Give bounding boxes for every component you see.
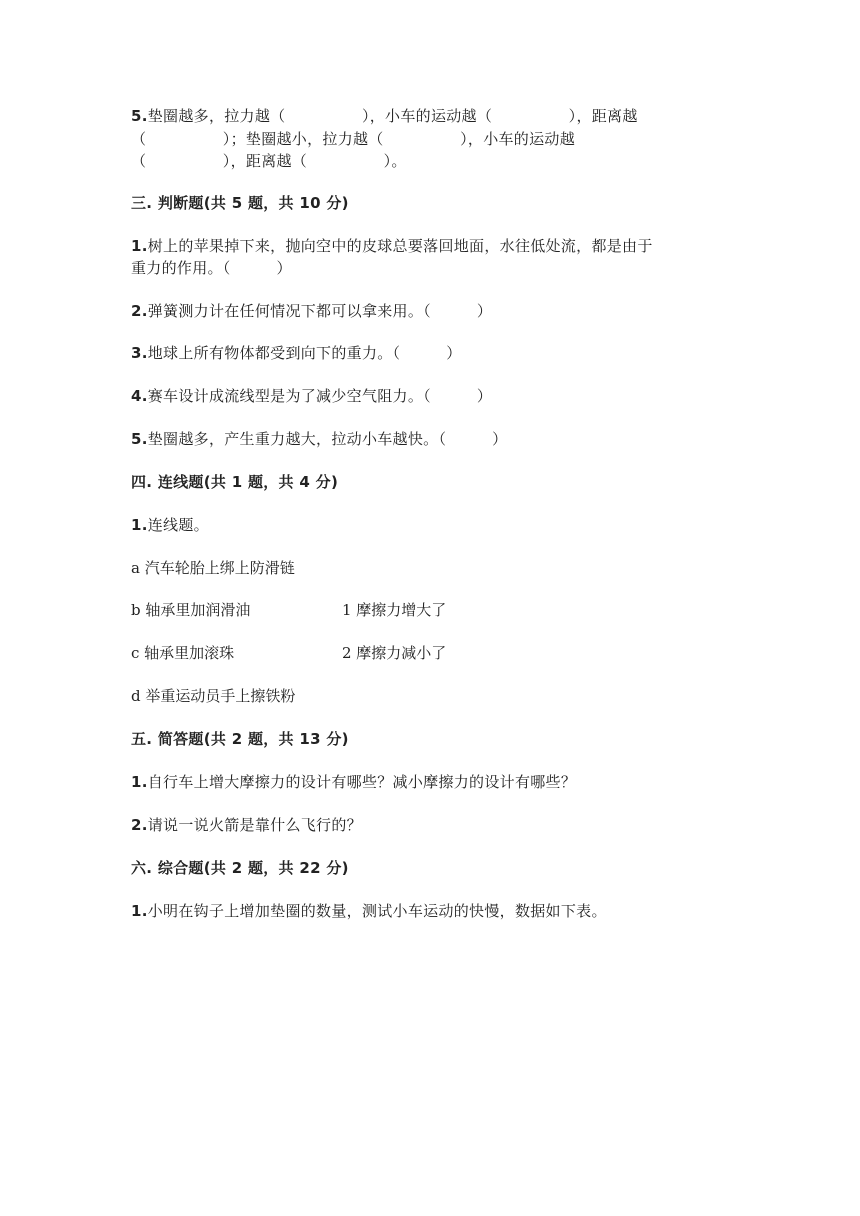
matching-right-item-1: 1 摩擦力增大了 <box>342 601 447 619</box>
question-number: 1. <box>131 902 148 920</box>
question-text: 请说一说火箭是靠什么飞行的？ <box>147 816 362 834</box>
matching-left-item-b: b 轴承里加润滑油 <box>131 601 251 619</box>
question-number: 1. <box>131 237 148 255</box>
question-number: 1. <box>131 773 148 791</box>
judgement-q1-line1 <box>131 235 653 257</box>
section-heading-matching: 四. 连线题(共 1 题，共 4 分) <box>131 473 339 491</box>
question-number: 2. <box>131 302 148 320</box>
question-text: 弹簧测力计在任何情况下都可以拿来用。（ ） <box>147 302 493 320</box>
section-heading-judgement: 三. 判断题(共 5 题，共 10 分) <box>131 194 349 212</box>
fill-blank-q5-line3: （ ），距离越（ ）。 <box>131 152 407 170</box>
question-text: 连线题。 <box>147 516 209 534</box>
matching-q1 <box>131 514 209 536</box>
matching-left-item-a: a 汽车轮胎上绑上防滑链 <box>131 559 295 577</box>
section-heading-comprehensive: 六. 综合题(共 2 题，共 22 分) <box>131 859 349 877</box>
section-heading-short-answer: 五. 简答题(共 2 题，共 13 分) <box>131 730 349 748</box>
question-text: 垫圈越多，拉力越（ ），小车的运动越（ ），距离越 <box>147 107 638 125</box>
judgement-q5 <box>131 428 507 450</box>
question-text: 自行车上增大摩擦力的设计有哪些？减小摩擦力的设计有哪些？ <box>147 773 577 791</box>
matching-left-item-c: c 轴承里加滚珠 <box>131 644 235 662</box>
question-text: 垫圈越多，产生重力越大，拉动小车越快。（ ） <box>147 430 508 448</box>
fill-blank-q5-line1 <box>131 105 638 127</box>
question-text: 小明在钩子上增加垫圈的数量，测试小车运动的快慢，数据如下表。 <box>147 902 607 920</box>
fill-blank-q5-line2: （ ）；垫圈越小，拉力越（ ），小车的运动越 <box>131 130 576 148</box>
question-number: 2. <box>131 816 148 834</box>
question-number: 4. <box>131 387 148 405</box>
question-text: 地球上所有物体都受到向下的重力。（ ） <box>147 344 462 362</box>
matching-left-item-d: d 举重运动员手上擦铁粉 <box>131 687 296 705</box>
judgement-q2 <box>131 300 492 322</box>
question-text: 赛车设计成流线型是为了减少空气阻力。（ ） <box>147 387 493 405</box>
short-answer-q1 <box>131 771 576 793</box>
comprehensive-q1 <box>131 900 607 922</box>
question-number: 5. <box>131 430 148 448</box>
judgement-q4 <box>131 385 492 407</box>
judgement-q1-line2: 重力的作用。（ ） <box>131 259 292 277</box>
matching-right-item-2: 2 摩擦力减小了 <box>342 644 447 662</box>
question-text: 树上的苹果掉下来，抛向空中的皮球总要落回地面，水往低处流，都是由于 <box>147 237 653 255</box>
question-number: 1. <box>131 516 148 534</box>
question-number: 5. <box>131 107 148 125</box>
judgement-q3 <box>131 342 462 364</box>
short-answer-q2 <box>131 814 362 836</box>
question-number: 3. <box>131 344 148 362</box>
